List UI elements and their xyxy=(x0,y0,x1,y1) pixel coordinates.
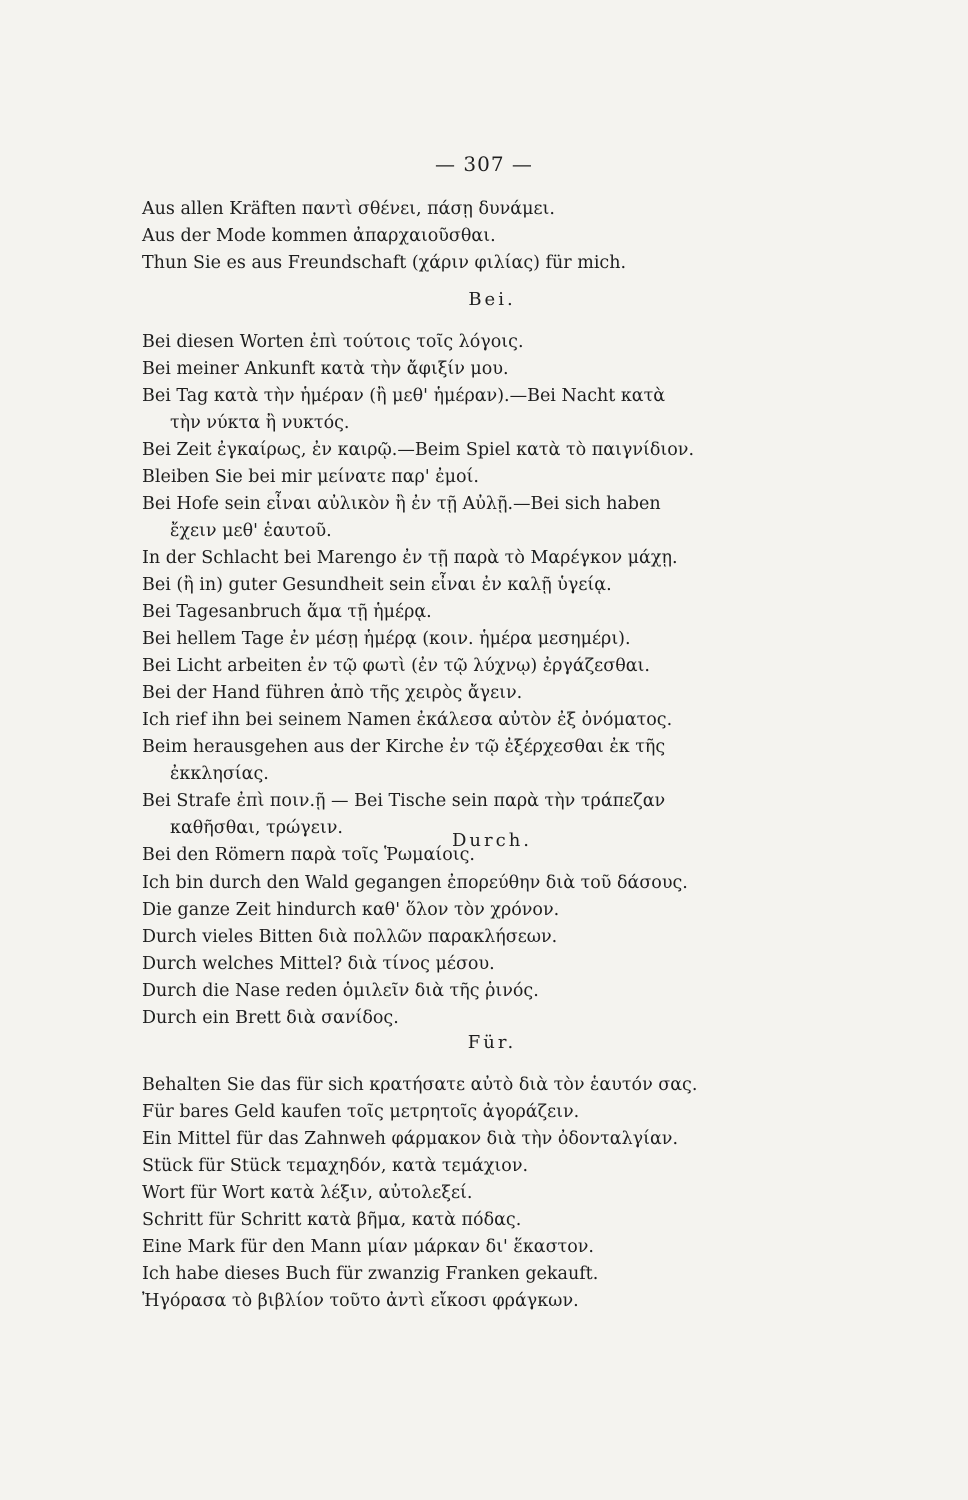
text-line: Wort für Wort κατὰ λέξιν, αὐτολεξεί. xyxy=(142,1183,473,1203)
text-line: τὴν νύκτα ἢ νυκτός. xyxy=(170,413,350,433)
text-line: Bei den Römern παρὰ τοῖς Ῥωμαίοις. xyxy=(142,845,475,865)
text-line: Durch die Nase reden ὁμιλεῖν διὰ τῆς ῥινός. xyxy=(142,981,539,1001)
text-line: In der Schlacht bei Marengo ἐν τῇ παρὰ τὸ Μαρέγκον μάχῃ. xyxy=(142,548,678,568)
text-line: Ἠγόρασα τὸ βιβλίον τοῦτο ἀντὶ εἴκοσι φράγκων. xyxy=(142,1291,579,1311)
text-line: Ich habe dieses Buch für zwanzig Franken gekauft. xyxy=(142,1264,599,1284)
text-line: Bleiben Sie bei mir μείνατε παρ' ἐμοί. xyxy=(142,467,479,487)
text-line: Schritt für Schritt κατὰ βῆμα, κατὰ πόδας. xyxy=(142,1210,522,1230)
text-line: Bei Zeit ἐγκαίρως, ἐν καιρῷ.—Beim Spiel κατὰ τὸ παιγνίδιον. xyxy=(142,440,695,460)
text-line: Bei diesen Worten ἐπὶ τούτοις τοῖς λόγοις. xyxy=(142,332,524,352)
section-heading: Bei. xyxy=(468,289,516,310)
text-line: Bei Tag κατὰ τὴν ἡμέραν (ἢ μεθ' ἡμέραν).—Bei Nacht κατὰ xyxy=(142,386,666,406)
text-line: Ich rief ihn bei seinem Namen ἐκάλεσα αὐτὸν ἐξ ὀνόματος. xyxy=(142,710,673,730)
section-intro xyxy=(142,196,842,277)
text-line: Durch welches Mittel? διὰ τίνος μέσου. xyxy=(142,954,495,974)
text-line: καθῆσθαι, τρώγειν. xyxy=(170,818,343,838)
text-line: Eine Mark für den Mann μίαν μάρκαν δι' ἕκαστον. xyxy=(142,1237,594,1257)
text-line: Stück für Stück τεμαχηδόν, κατὰ τεμάχιον. xyxy=(142,1156,529,1176)
section-fuer xyxy=(142,1026,842,1315)
text-line: ἔχειν μεθ' ἑαυτοῦ. xyxy=(170,521,332,541)
text-line: Die ganze Zeit hindurch καθ' ὅλον τὸν χρόνον. xyxy=(142,900,560,920)
section-durch xyxy=(142,824,842,1032)
text-line: Ein Mittel für das Zahnweh φάρμακον διὰ τὴν ὀδονταλγίαν. xyxy=(142,1129,679,1149)
text-line: Bei (ἢ in) guter Gesundheit sein εἶναι ἐν καλῇ ὑγείᾳ. xyxy=(142,575,612,595)
text-line: Bei meiner Ankunft κατὰ τὴν ἄφιξίν μου. xyxy=(142,359,509,379)
text-line: Aus der Mode kommen ἀπαρχαιοῦσθαι. xyxy=(142,226,496,246)
text-line: Bei Hofe sein εἶναι αὐλικὸν ἢ ἐν τῇ Αὐλῇ.—Bei sich haben xyxy=(142,494,661,514)
text-line: Behalten Sie das für sich κρατήσατε αὐτὸ διὰ τὸν ἑαυτόν σας. xyxy=(142,1075,698,1095)
text-line: Bei der Hand führen ἀπὸ τῆς χειρὸς ἄγειν. xyxy=(142,683,523,703)
text-line: Durch ein Brett διὰ σανίδος. xyxy=(142,1008,399,1028)
text-line: Ich bin durch den Wald gegangen ἐπορεύθην διὰ τοῦ δάσους. xyxy=(142,873,688,893)
section-heading: Durch. xyxy=(451,830,533,851)
text-line: Thun Sie es aus Freundschaft (χάριν φιλίας) für mich. xyxy=(142,253,627,273)
section-bei xyxy=(142,283,842,869)
text-line: Aus allen Kräften παντὶ σθένει, πάσῃ δυνάμει. xyxy=(142,199,555,219)
text-line: Für bares Geld kaufen τοῖς μετρητοῖς ἀγοράζειν. xyxy=(142,1102,580,1122)
text-line: Bei Licht arbeiten ἐν τῷ φωτὶ (ἐν τῷ λύχνῳ) ἐργάζεσθαι. xyxy=(142,656,650,676)
text-line: Bei hellem Tage ἐν μέσῃ ἡμέρᾳ (κοιν. ἡμέρα μεσημέρι). xyxy=(142,629,631,649)
text-line: Durch vieles Bitten διὰ πολλῶν παρακλήσεων. xyxy=(142,927,558,947)
text-line: Bei Tagesanbruch ἅμα τῇ ἡμέρᾳ. xyxy=(142,602,432,622)
section-heading: Für. xyxy=(467,1032,517,1053)
page-number: — 307 — xyxy=(435,152,533,176)
text-line: ἐκκλησίας. xyxy=(170,764,269,784)
text-line: Bei Strafe ἐπὶ ποιν.ῇ — Bei Tische sein παρὰ τὴν τράπεζαν xyxy=(142,791,666,811)
text-line: Beim herausgehen aus der Kirche ἐν τῷ ἐξέρχεσθαι ἐκ τῆς xyxy=(142,737,666,757)
